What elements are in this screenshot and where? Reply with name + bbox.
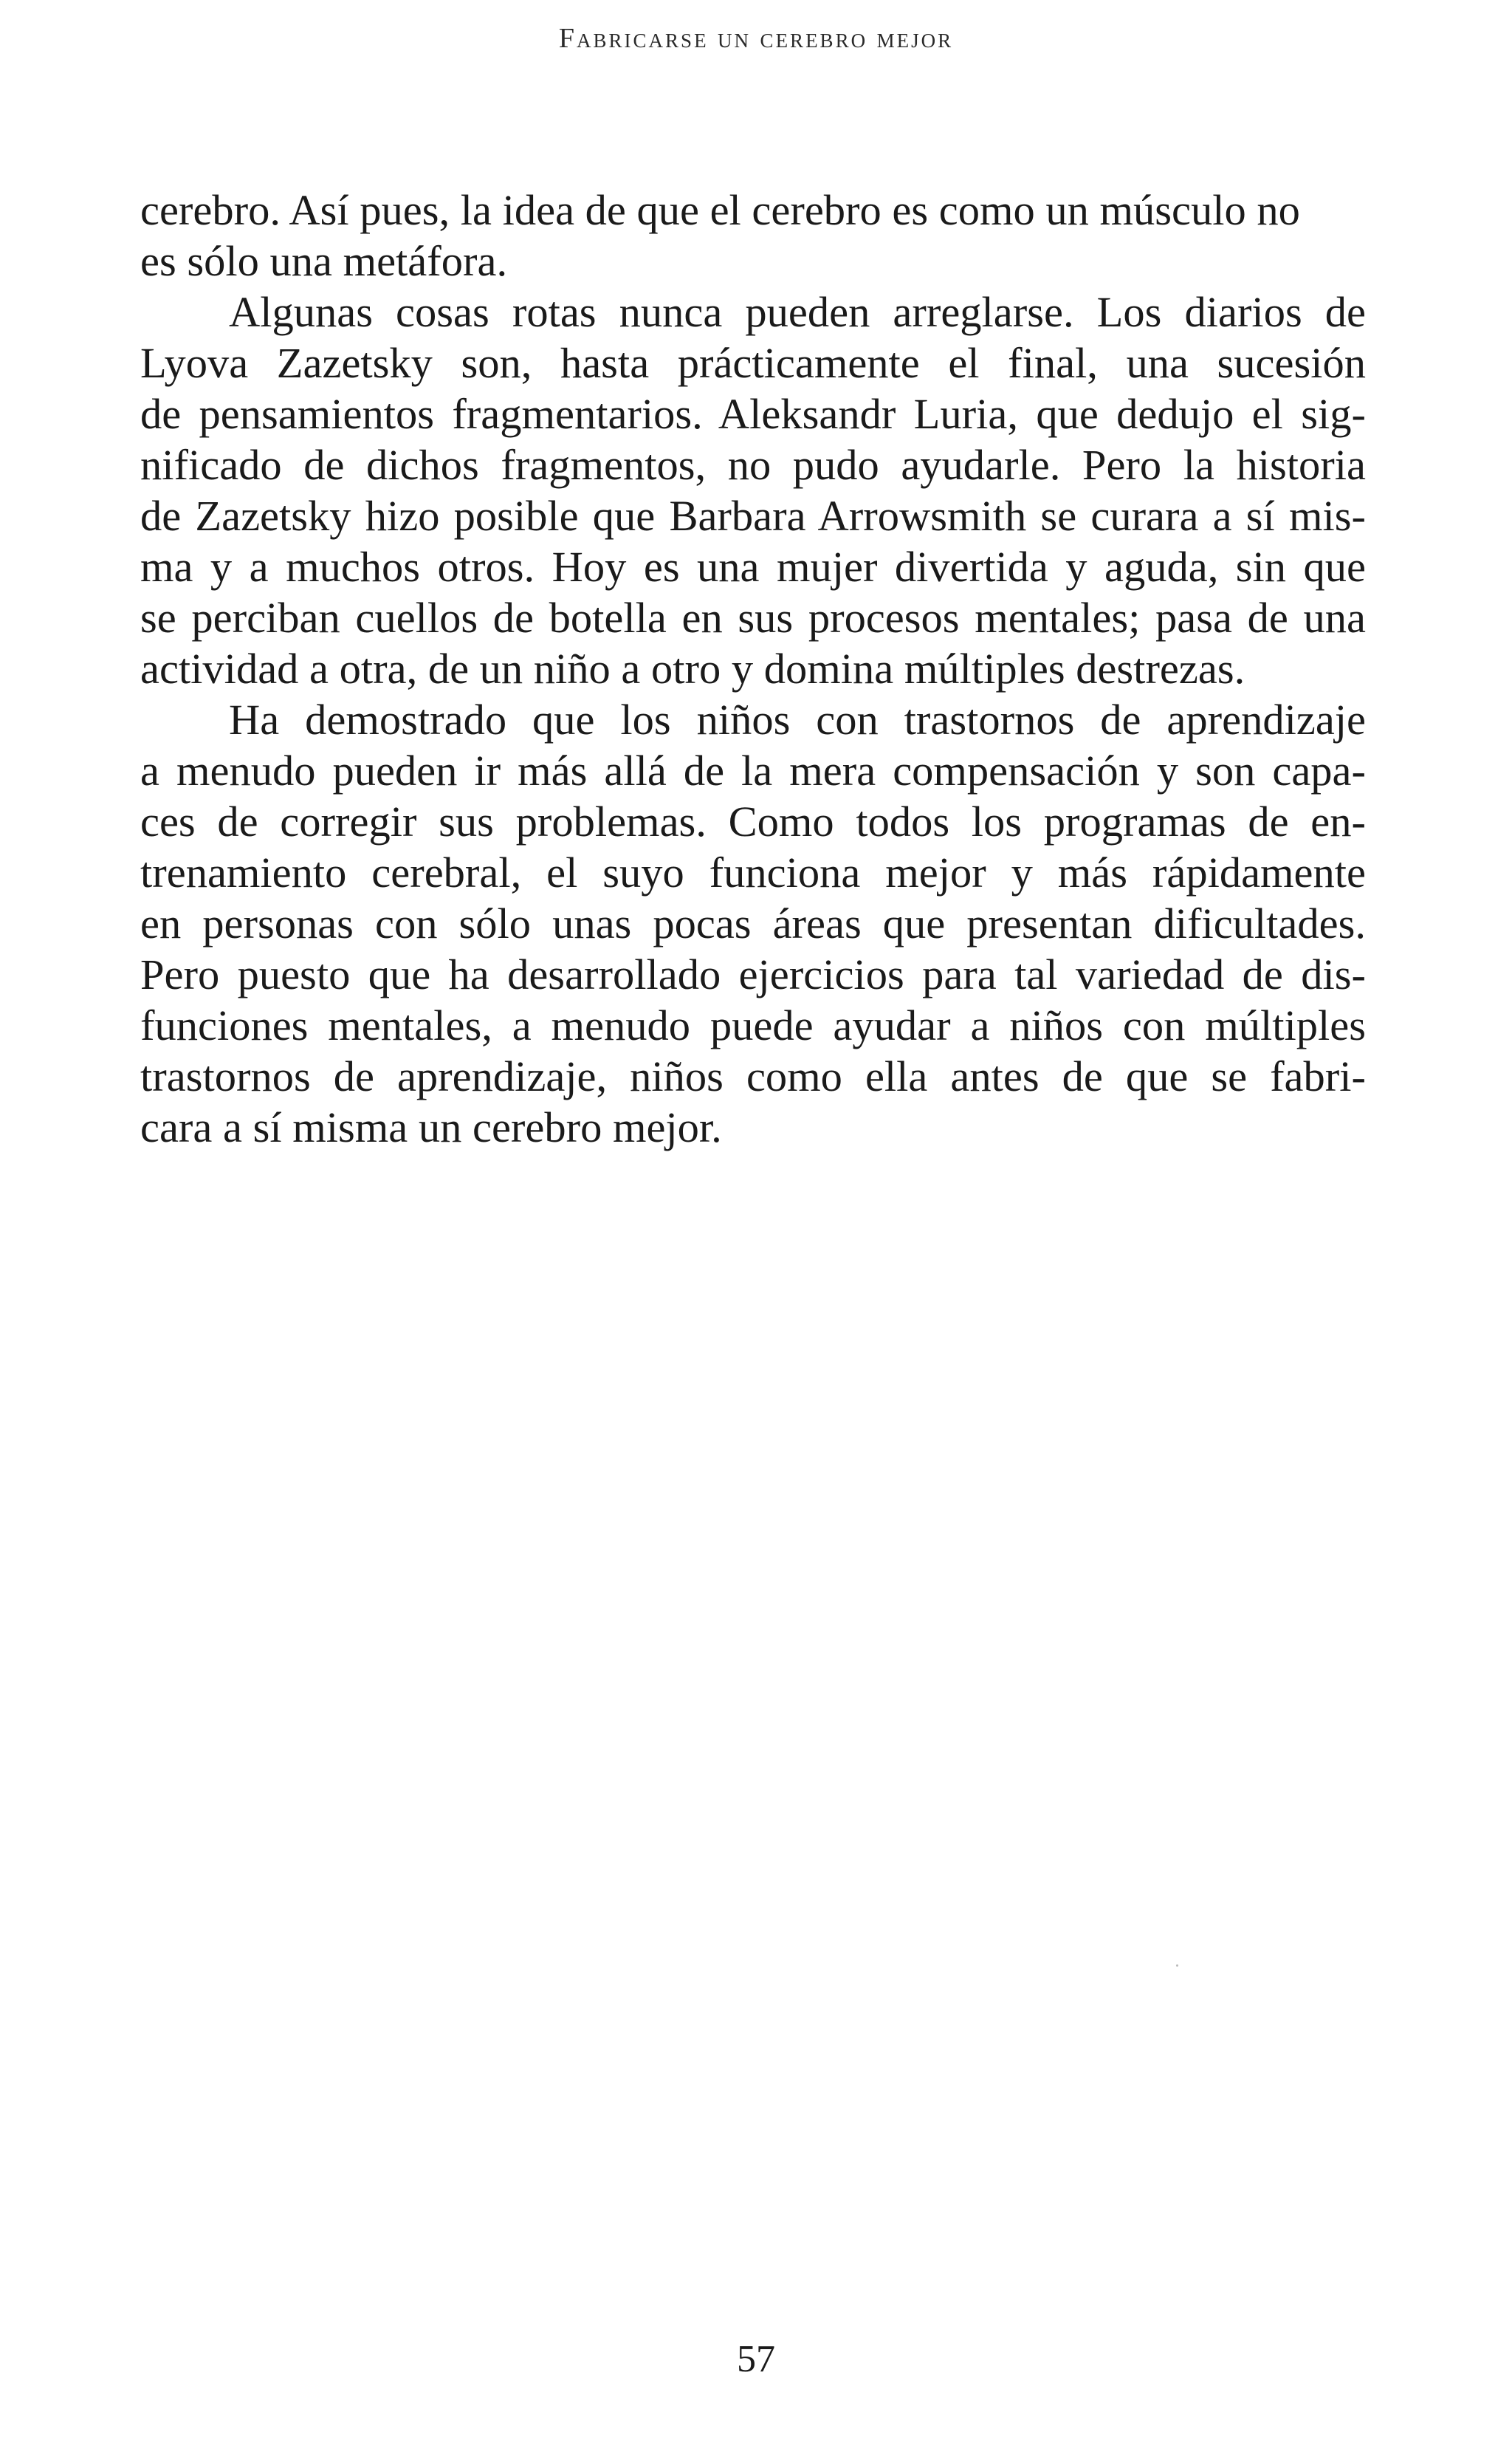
text-line: se perciban cuellos de botella en sus procesos mentales; pasa de una (140, 594, 1366, 642)
page-number: 57 (737, 2338, 775, 2380)
text-line: ces de corregir sus problemas. Como todos los programas de en- (140, 798, 1366, 846)
text-line: actividad a otra, de un niño a otro y domina múltiples destrezas. (140, 645, 1245, 693)
body-text (140, 185, 1366, 1153)
text-line: es sólo una metáfora. (140, 237, 508, 285)
text-line: a menudo pueden ir más allá de la mera compensación y son capa- (140, 747, 1366, 795)
text-line: Pero puesto que ha desarrollado ejercicios para tal variedad de dis- (140, 950, 1366, 998)
text-line: nificado de dichos fragmentos, no pudo ayudarle. Pero la historia (140, 441, 1366, 489)
text-line: funciones mentales, a menudo puede ayudar a niños con múltiples (140, 1001, 1366, 1049)
text-line: cerebro. Así pues, la idea de que el cerebro es como un músculo no (140, 186, 1300, 234)
running-head: Fabricarse un cerebro mejor (558, 23, 954, 54)
text-line: de pensamientos fragmentarios. Aleksandr Luria, que dedujo el sig- (140, 390, 1366, 438)
text-line: Lyova Zazetsky son, hasta prácticamente el final, una sucesión (140, 339, 1366, 387)
text-line: cara a sí misma un cerebro mejor. (140, 1103, 722, 1151)
text-line: en personas con sólo unas pocas áreas que presentan dificultades. (140, 899, 1366, 947)
text-line: Ha demostrado que los niños con trastornos de aprendizaje (229, 696, 1366, 744)
text-line: Algunas cosas rotas nunca pueden arreglarse. Los diarios de (229, 288, 1366, 336)
text-line: trenamiento cerebral, el suyo funciona mejor y más rápidamente (140, 849, 1366, 897)
text-line: ma y a muchos otros. Hoy es una mujer divertida y aguda, sin que (140, 543, 1366, 591)
text-line: trastornos de aprendizaje, niños como ella antes de que se fabri- (140, 1052, 1366, 1100)
text-line: de Zazetsky hizo posible que Barbara Arrowsmith se curara a sí mis- (140, 492, 1366, 540)
scan-speck (1176, 1964, 1178, 1967)
